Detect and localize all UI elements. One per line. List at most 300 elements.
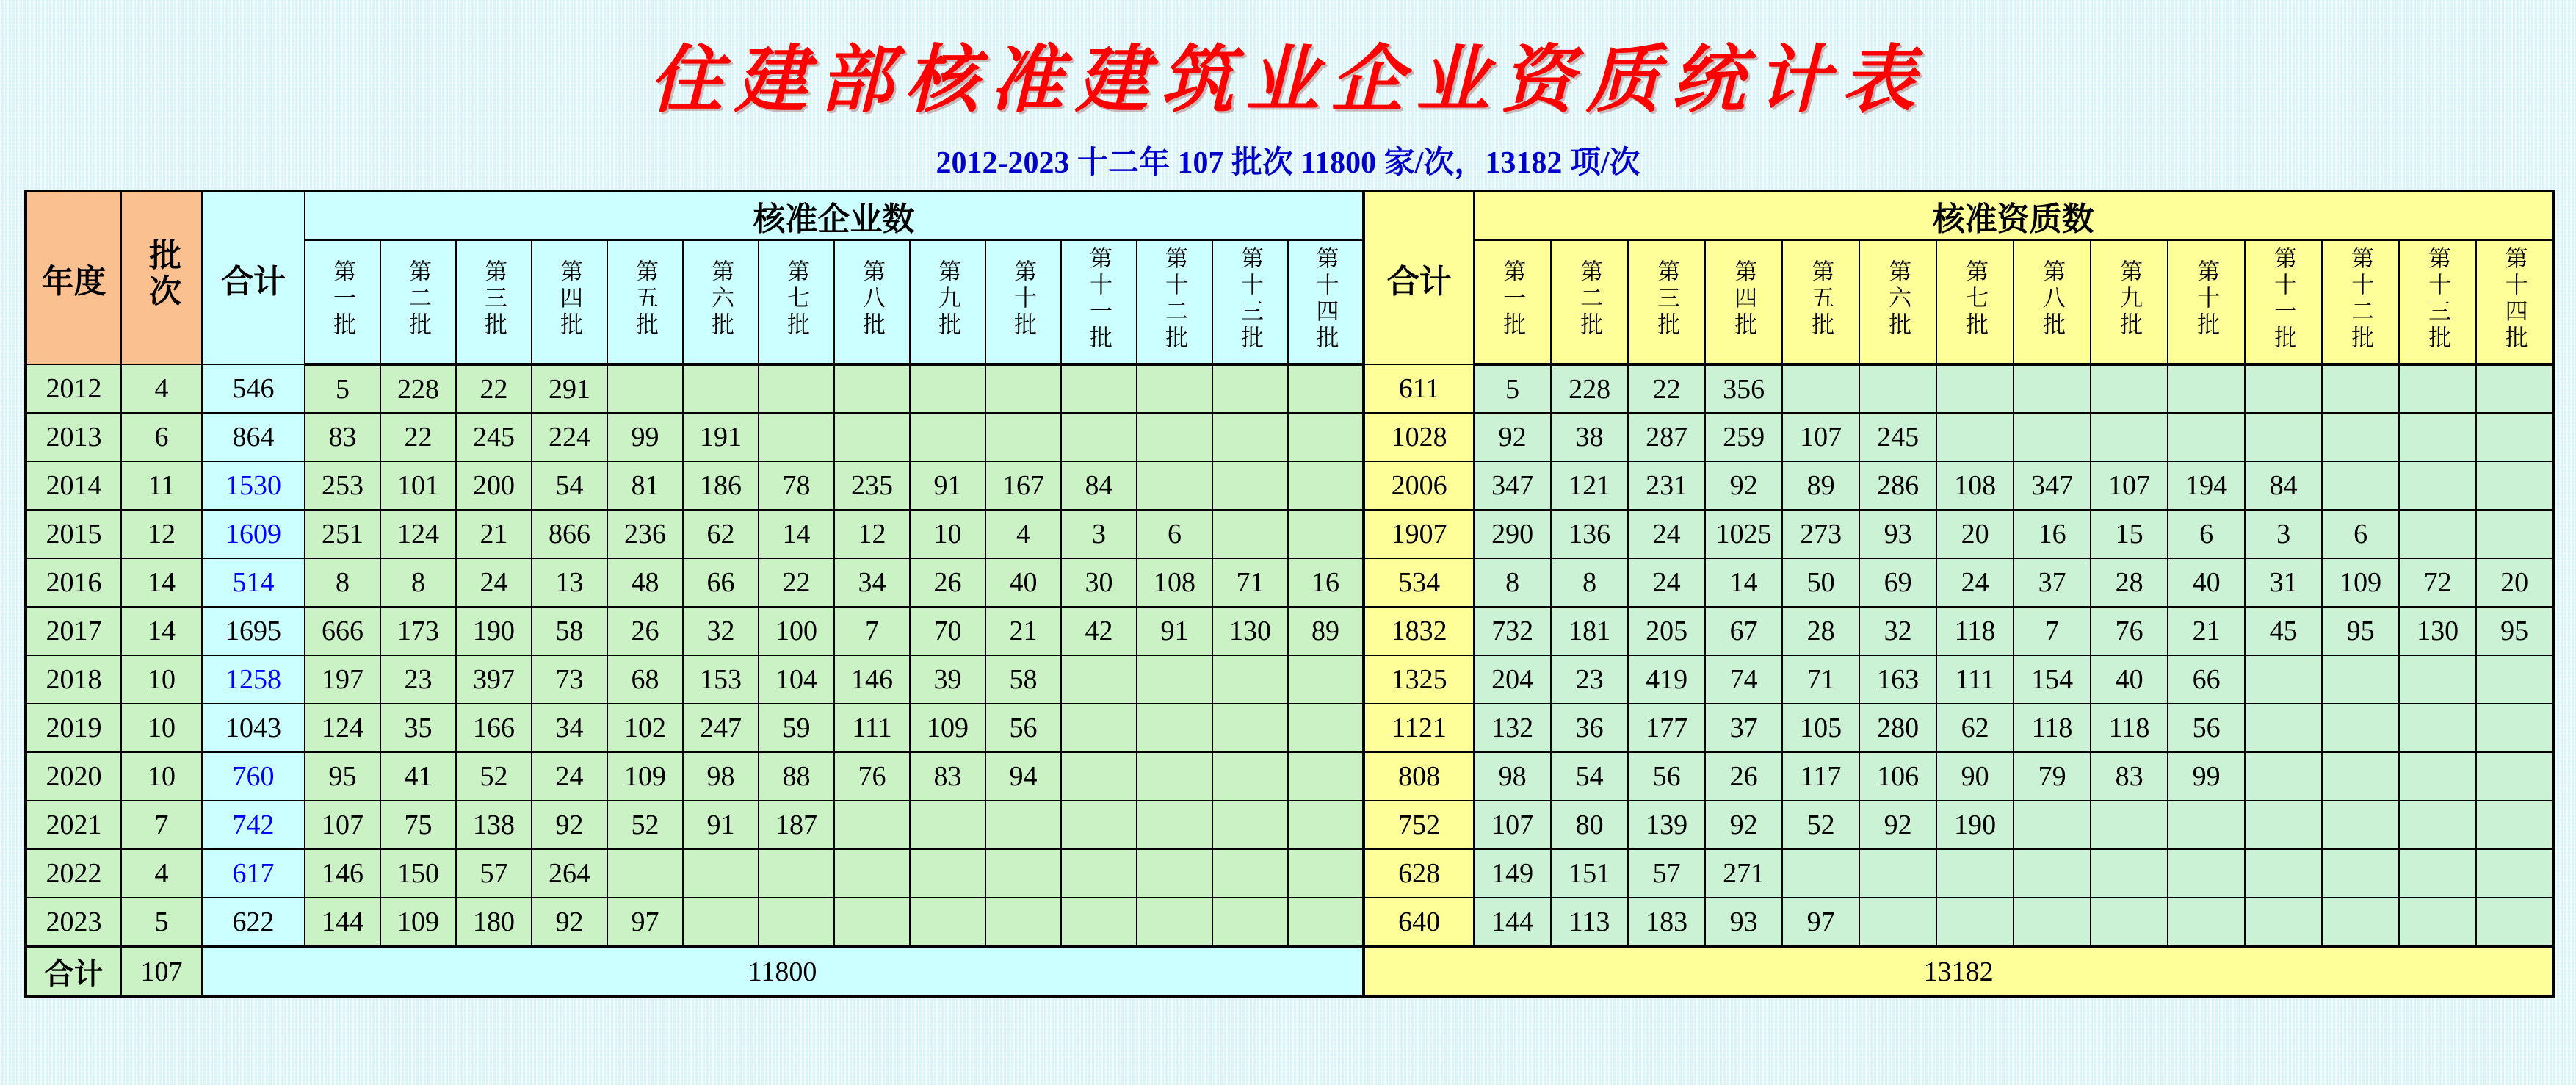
qualification-batch-col-header [2476, 240, 2553, 364]
batch-count-cell: 10 [121, 704, 202, 752]
qualification-total-cell: 1121 [1364, 704, 1474, 752]
qualification-batch-cell: 109 [2322, 558, 2399, 607]
enterprise-batch-cell: 21 [985, 607, 1061, 655]
year-cell: 2020 [26, 752, 121, 801]
enterprise-batch-col-header [834, 240, 910, 364]
batch-col-label: 第十批 [1010, 259, 1036, 339]
qualification-batch-cell: 50 [1782, 558, 1859, 607]
enterprise-batch-cell: 3 [1061, 510, 1137, 558]
enterprise-batch-cell: 32 [683, 607, 759, 655]
batch-col-label: 第十四批 [1312, 246, 1339, 352]
enterprise-batch-cell: 4 [985, 510, 1061, 558]
enterprise-batch-cell [834, 849, 910, 898]
qualification-batch-cell: 95 [2476, 607, 2553, 655]
statistics-table [24, 190, 2555, 998]
qualification-batch-cell: 24 [1936, 558, 2014, 607]
enterprise-batch-cell [1212, 413, 1288, 461]
qualification-batch-cell: 1025 [1705, 510, 1782, 558]
qualification-batch-cell: 271 [1705, 849, 1782, 898]
qualification-batch-cell: 99 [2168, 752, 2245, 801]
footer-enterprise-total: 11800 [202, 946, 1364, 997]
enterprise-batch-cell: 8 [305, 558, 380, 607]
enterprise-batch-cell [1061, 752, 1137, 801]
batch-col-label: 第十批 [2193, 259, 2220, 339]
enterprise-batch-cell: 56 [985, 704, 1061, 752]
enterprise-batch-cell: 5 [305, 364, 380, 413]
qualification-batch-cell [2245, 704, 2322, 752]
qualification-batch-cell [2245, 655, 2322, 704]
qualification-batch-cell: 57 [1628, 849, 1705, 898]
enterprise-batch-cell [1137, 413, 1212, 461]
enterprise-batch-cell: 52 [607, 801, 683, 849]
enterprise-section-header: 核准企业数 [305, 191, 1364, 240]
enterprise-batch-cell: 23 [380, 655, 456, 704]
qualification-batch-col-header [1628, 240, 1705, 364]
qualification-batch-cell: 21 [2168, 607, 2245, 655]
qualification-batch-cell: 108 [1936, 461, 2014, 510]
qualification-batch-cell [2245, 801, 2322, 849]
enterprise-batch-col-header [985, 240, 1061, 364]
qualification-batch-cell: 93 [1705, 898, 1782, 946]
enterprise-batch-cell: 24 [532, 752, 607, 801]
enterprise-batch-cell: 245 [456, 413, 532, 461]
qualification-batch-cell [2399, 510, 2476, 558]
qualification-batch-cell: 290 [1474, 510, 1551, 558]
enterprise-batch-cell [1137, 655, 1212, 704]
batch-col-label: 第四批 [1731, 259, 1757, 339]
batch-count-cell: 14 [121, 558, 202, 607]
qualification-batch-cell [2476, 413, 2553, 461]
year-cell: 2015 [26, 510, 121, 558]
enterprise-batch-cell: 200 [456, 461, 532, 510]
qualification-batch-cell: 154 [2014, 655, 2091, 704]
enterprise-batch-cell: 88 [759, 752, 834, 801]
qualification-batch-cell: 52 [1782, 801, 1859, 849]
qualification-batch-cell: 139 [1628, 801, 1705, 849]
enterprise-batch-cell: 58 [532, 607, 607, 655]
qualification-batch-cell: 79 [2014, 752, 2091, 801]
qualification-batch-cell: 24 [1628, 510, 1705, 558]
enterprise-batch-cell: 94 [985, 752, 1061, 801]
qualification-batch-col-header [1474, 240, 1551, 364]
enterprise-batch-cell: 62 [683, 510, 759, 558]
enterprise-batch-cell [1288, 849, 1364, 898]
qualification-batch-cell: 106 [1859, 752, 1936, 801]
qualification-batch-cell [2322, 413, 2399, 461]
qualification-batch-cell: 151 [1551, 849, 1628, 898]
qualification-batch-cell [1859, 898, 1936, 946]
enterprise-total-cell: 546 [202, 364, 305, 413]
qualification-batch-cell [2091, 801, 2168, 849]
qualification-batch-cell: 71 [1782, 655, 1859, 704]
qualification-total-cell: 752 [1364, 801, 1474, 849]
enterprise-batch-cell: 22 [380, 413, 456, 461]
enterprise-batch-col-header [532, 240, 607, 364]
enterprise-batch-cell: 57 [456, 849, 532, 898]
qualification-batch-col-header [1782, 240, 1859, 364]
qualification-batch-cell [2399, 364, 2476, 413]
qualification-batch-col-header [2014, 240, 2091, 364]
batch-col-label: 第七批 [784, 259, 809, 339]
table-row [26, 510, 2553, 558]
enterprise-batch-cell: 91 [683, 801, 759, 849]
qualification-batch-cell [2399, 655, 2476, 704]
batch-col-label: 第三批 [1654, 259, 1680, 339]
qualification-batch-cell: 245 [1859, 413, 1936, 461]
enterprise-batch-cell: 58 [985, 655, 1061, 704]
qualification-batch-cell: 92 [1705, 461, 1782, 510]
enterprise-batch-col-header [607, 240, 683, 364]
enterprise-batch-cell: 26 [910, 558, 985, 607]
qualification-batch-col-header [2091, 240, 2168, 364]
qualification-batch-cell: 98 [1474, 752, 1551, 801]
qualification-batch-cell: 83 [2091, 752, 2168, 801]
enterprise-batch-cell: 70 [910, 607, 985, 655]
qualification-batch-cell [2322, 364, 2399, 413]
table-row [26, 655, 2553, 704]
qualification-batch-cell [2399, 704, 2476, 752]
enterprise-batch-cell [985, 849, 1061, 898]
qualification-batch-cell: 105 [1782, 704, 1859, 752]
enterprise-batch-cell: 12 [834, 510, 910, 558]
enterprise-batch-col-header [683, 240, 759, 364]
enterprise-batch-cell: 253 [305, 461, 380, 510]
enterprise-batch-cell [759, 898, 834, 946]
qualification-batch-cell: 130 [2399, 607, 2476, 655]
enterprise-batch-cell: 98 [683, 752, 759, 801]
qualification-total-cell: 628 [1364, 849, 1474, 898]
qualification-batch-cell: 118 [2014, 704, 2091, 752]
enterprise-batch-cell: 102 [607, 704, 683, 752]
enterprise-batch-cell: 91 [910, 461, 985, 510]
enterprise-batch-cell [1137, 849, 1212, 898]
enterprise-batch-cell: 22 [759, 558, 834, 607]
qualification-batch-cell: 20 [2476, 558, 2553, 607]
enterprise-batch-cell [1288, 704, 1364, 752]
enterprise-batch-cell [683, 849, 759, 898]
qualification-batch-cell: 177 [1628, 704, 1705, 752]
enterprise-batch-cell [1288, 510, 1364, 558]
qualification-batch-cell: 92 [1705, 801, 1782, 849]
qualification-batch-cell: 132 [1474, 704, 1551, 752]
enterprise-batch-cell [1137, 801, 1212, 849]
enterprise-batch-cell: 42 [1061, 607, 1137, 655]
qualification-batch-cell: 149 [1474, 849, 1551, 898]
enterprise-batch-cell: 59 [759, 704, 834, 752]
qualification-batch-cell: 8 [1551, 558, 1628, 607]
table-row [26, 898, 2553, 946]
enterprise-batch-cell: 83 [910, 752, 985, 801]
batch-count-cell: 5 [121, 898, 202, 946]
qualification-batch-cell: 38 [1551, 413, 1628, 461]
qualification-batch-cell: 287 [1628, 413, 1705, 461]
enterprise-batch-cell [1212, 704, 1288, 752]
qualification-batch-cell [2168, 801, 2245, 849]
batch-col-label: 第十三批 [1237, 246, 1263, 352]
enterprise-batch-col-header [910, 240, 985, 364]
enterprise-total-cell: 1043 [202, 704, 305, 752]
qualification-batch-cell: 136 [1551, 510, 1628, 558]
qualification-total-cell: 640 [1364, 898, 1474, 946]
qualification-batch-cell: 231 [1628, 461, 1705, 510]
qualification-total-cell: 534 [1364, 558, 1474, 607]
enterprise-batch-cell: 41 [380, 752, 456, 801]
qualification-batch-col-header [1705, 240, 1782, 364]
footer-qualification-total: 13182 [1364, 946, 2553, 997]
batch-col-label: 第十一批 [2271, 246, 2297, 352]
qualification-batch-cell [1782, 849, 1859, 898]
batch-count-cell: 7 [121, 801, 202, 849]
qualification-batch-cell: 181 [1551, 607, 1628, 655]
enterprise-batch-cell [985, 898, 1061, 946]
enterprise-batch-cell: 54 [532, 461, 607, 510]
qualification-batch-col-header [2245, 240, 2322, 364]
batch-count-cell: 4 [121, 364, 202, 413]
qualification-batch-cell: 6 [2322, 510, 2399, 558]
year-cell: 2019 [26, 704, 121, 752]
enterprise-batch-cell: 89 [1288, 607, 1364, 655]
enterprise-batch-cell [834, 413, 910, 461]
enterprise-batch-cell [985, 413, 1061, 461]
qualification-batch-cell [2168, 413, 2245, 461]
qualification-batch-cell: 183 [1628, 898, 1705, 946]
qualification-batch-cell: 95 [2322, 607, 2399, 655]
qualification-batch-cell: 259 [1705, 413, 1782, 461]
qualification-batch-cell: 15 [2091, 510, 2168, 558]
enterprise-batch-col-header [759, 240, 834, 364]
qualification-batch-cell: 3 [2245, 510, 2322, 558]
enterprise-batch-cell: 8 [380, 558, 456, 607]
enterprise-batch-cell: 99 [607, 413, 683, 461]
year-cell: 2017 [26, 607, 121, 655]
enterprise-batch-col-header [1137, 240, 1212, 364]
batch-col-label: 第三批 [481, 259, 507, 339]
qualification-batch-col-header [1859, 240, 1936, 364]
enterprise-batch-cell [910, 849, 985, 898]
qualification-batch-cell: 66 [2168, 655, 2245, 704]
year-cell: 2013 [26, 413, 121, 461]
qualification-batch-cell [2014, 849, 2091, 898]
qualification-batch-cell: 16 [2014, 510, 2091, 558]
enterprise-batch-cell: 52 [456, 752, 532, 801]
qualification-total-cell: 611 [1364, 364, 1474, 413]
table-row [26, 752, 2553, 801]
qualification-batch-cell: 28 [1782, 607, 1859, 655]
batch-col-label: 第一批 [1499, 259, 1526, 339]
batch-count-cell: 14 [121, 607, 202, 655]
enterprise-batch-cell [1288, 364, 1364, 413]
enterprise-batch-cell: 111 [834, 704, 910, 752]
enterprise-batch-col-header [305, 240, 380, 364]
enterprise-total-cell: 1609 [202, 510, 305, 558]
table-row [26, 704, 2553, 752]
batch-count-cell: 10 [121, 752, 202, 801]
enterprise-batch-cell: 66 [683, 558, 759, 607]
enterprise-batch-cell [910, 364, 985, 413]
enterprise-batch-cell [1288, 898, 1364, 946]
enterprise-total-cell: 1258 [202, 655, 305, 704]
enterprise-batch-cell: 91 [1137, 607, 1212, 655]
enterprise-batch-cell: 197 [305, 655, 380, 704]
qualification-batch-cell [2476, 849, 2553, 898]
qualification-batch-cell [2399, 898, 2476, 946]
table-row [26, 607, 2553, 655]
qualification-batch-cell: 45 [2245, 607, 2322, 655]
enterprise-batch-cell: 251 [305, 510, 380, 558]
enterprise-batch-cell [1061, 801, 1137, 849]
enterprise-batch-cell [1061, 413, 1137, 461]
qualification-batch-cell [1782, 364, 1859, 413]
batch-col-label: 第七批 [1962, 259, 1989, 339]
qualification-batch-cell [2014, 413, 2091, 461]
qualification-batch-cell [2399, 461, 2476, 510]
enterprise-batch-cell: 95 [305, 752, 380, 801]
enterprise-batch-cell: 264 [532, 849, 607, 898]
batch-count-cell: 4 [121, 849, 202, 898]
enterprise-batch-cell [985, 364, 1061, 413]
enterprise-batch-cell: 173 [380, 607, 456, 655]
enterprise-batch-cell: 71 [1212, 558, 1288, 607]
qualification-batch-cell [2245, 849, 2322, 898]
qualification-total-cell: 808 [1364, 752, 1474, 801]
qualification-batch-cell: 69 [1859, 558, 1936, 607]
enterprise-batch-cell: 24 [456, 558, 532, 607]
enterprise-batch-cell: 16 [1288, 558, 1364, 607]
qualification-batch-cell: 117 [1782, 752, 1859, 801]
qualification-batch-cell: 90 [1936, 752, 2014, 801]
enterprise-batch-cell [1212, 461, 1288, 510]
qualification-batch-cell [2322, 704, 2399, 752]
enterprise-batch-cell: 166 [456, 704, 532, 752]
enterprise-batch-col-header [1061, 240, 1137, 364]
qualification-batch-cell [2091, 364, 2168, 413]
qualification-batch-cell [2014, 801, 2091, 849]
qualification-batch-cell [1859, 364, 1936, 413]
batch-col-label: 第九批 [935, 259, 960, 339]
enterprise-total-cell: 760 [202, 752, 305, 801]
enterprise-batch-cell: 107 [305, 801, 380, 849]
table-row [26, 461, 2553, 510]
qualification-batch-col-header [2168, 240, 2245, 364]
qualification-batch-cell [1936, 849, 2014, 898]
qualification-batch-cell [2399, 849, 2476, 898]
qualification-batch-cell [2245, 413, 2322, 461]
batch-header [121, 191, 202, 364]
enterprise-batch-cell: 83 [305, 413, 380, 461]
enterprise-batch-cell: 236 [607, 510, 683, 558]
enterprise-batch-cell: 187 [759, 801, 834, 849]
enterprise-batch-cell: 34 [834, 558, 910, 607]
enterprise-total-header: 合计 [202, 191, 305, 364]
qualification-batch-cell: 204 [1474, 655, 1551, 704]
qualification-batch-cell [2245, 898, 2322, 946]
qualification-batch-cell [2014, 364, 2091, 413]
qualification-batch-cell: 76 [2091, 607, 2168, 655]
enterprise-batch-cell: 35 [380, 704, 456, 752]
qualification-batch-cell [2322, 801, 2399, 849]
qualification-batch-cell: 273 [1782, 510, 1859, 558]
qualification-batch-cell: 36 [1551, 704, 1628, 752]
qualification-batch-cell: 14 [1705, 558, 1782, 607]
enterprise-batch-cell: 167 [985, 461, 1061, 510]
qualification-total-header: 合计 [1364, 191, 1474, 364]
qualification-batch-cell [1936, 413, 2014, 461]
qualification-batch-cell: 111 [1936, 655, 2014, 704]
enterprise-batch-cell: 124 [305, 704, 380, 752]
enterprise-batch-cell: 7 [834, 607, 910, 655]
batch-col-label: 第六批 [1885, 259, 1911, 339]
enterprise-batch-cell: 150 [380, 849, 456, 898]
qualification-batch-cell: 89 [1782, 461, 1859, 510]
qualification-batch-cell: 67 [1705, 607, 1782, 655]
qualification-batch-col-header [1936, 240, 2014, 364]
qualification-statistics-table [24, 190, 2555, 998]
qualification-batch-cell [2322, 898, 2399, 946]
year-cell: 2016 [26, 558, 121, 607]
enterprise-batch-cell: 190 [456, 607, 532, 655]
enterprise-batch-cell [985, 801, 1061, 849]
qualification-batch-cell [2245, 364, 2322, 413]
enterprise-batch-cell: 153 [683, 655, 759, 704]
qualification-batch-cell: 22 [1628, 364, 1705, 413]
enterprise-batch-cell: 146 [305, 849, 380, 898]
qualification-batch-cell [2168, 849, 2245, 898]
enterprise-batch-cell: 109 [910, 704, 985, 752]
enterprise-batch-cell [1212, 655, 1288, 704]
batch-col-label: 第十二批 [2348, 246, 2374, 352]
qualification-batch-cell: 228 [1551, 364, 1628, 413]
enterprise-batch-cell [1061, 704, 1137, 752]
batch-col-label: 第六批 [708, 259, 734, 339]
qualification-batch-col-header [2399, 240, 2476, 364]
qualification-section-header: 核准资质数 [1474, 191, 2553, 240]
qualification-total-cell: 1907 [1364, 510, 1474, 558]
enterprise-total-cell: 617 [202, 849, 305, 898]
qualification-batch-cell: 107 [1782, 413, 1859, 461]
qualification-total-cell: 2006 [1364, 461, 1474, 510]
year-header: 年度 [26, 191, 121, 364]
qualification-batch-cell: 347 [1474, 461, 1551, 510]
enterprise-batch-cell: 866 [532, 510, 607, 558]
batch-count-cell: 11 [121, 461, 202, 510]
enterprise-batch-col-header [1288, 240, 1364, 364]
qualification-batch-cell: 107 [2091, 461, 2168, 510]
qualification-batch-cell: 23 [1551, 655, 1628, 704]
qualification-batch-cell: 144 [1474, 898, 1551, 946]
enterprise-batch-cell: 76 [834, 752, 910, 801]
enterprise-batch-cell [607, 364, 683, 413]
enterprise-batch-cell: 397 [456, 655, 532, 704]
enterprise-batch-cell [1061, 364, 1137, 413]
qualification-batch-col-header [2322, 240, 2399, 364]
enterprise-batch-cell: 78 [759, 461, 834, 510]
enterprise-batch-cell: 101 [380, 461, 456, 510]
enterprise-batch-cell [1061, 655, 1137, 704]
enterprise-batch-cell: 186 [683, 461, 759, 510]
enterprise-batch-cell: 108 [1137, 558, 1212, 607]
qualification-batch-cell [2245, 752, 2322, 801]
enterprise-batch-cell [834, 364, 910, 413]
qualification-batch-cell: 107 [1474, 801, 1551, 849]
qualification-total-cell: 1325 [1364, 655, 1474, 704]
table-row [26, 849, 2553, 898]
qualification-batch-cell [1936, 364, 2014, 413]
qualification-batch-cell: 7 [2014, 607, 2091, 655]
qualification-batch-cell: 6 [2168, 510, 2245, 558]
enterprise-batch-cell [1212, 898, 1288, 946]
enterprise-batch-cell [1212, 849, 1288, 898]
qualification-batch-cell: 286 [1859, 461, 1936, 510]
